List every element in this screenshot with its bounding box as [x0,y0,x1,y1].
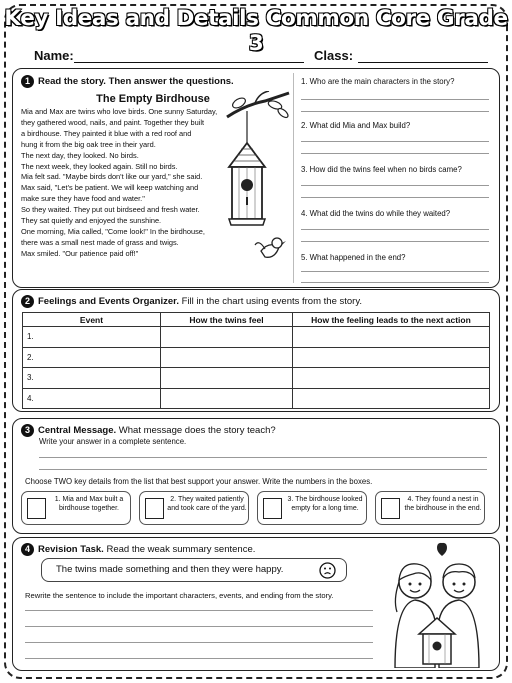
story-line: Mia and Max are twins who love birds. One sunny Saturday, [21,107,218,116]
feelings-events-table [22,312,490,409]
table-cell[interactable] [293,347,490,368]
story-line: They sat quietly and enjoyed the sunshine. [21,216,162,226]
heart-icon [437,543,447,556]
sad-face-icon [319,562,336,579]
answer-line[interactable] [301,241,489,242]
section4-heading-rest: Read the weak summary sentence. [106,544,256,556]
table-row [23,327,490,348]
answer-line[interactable] [25,658,373,659]
key-detail-card [21,491,131,525]
story-line: make sure they have food and water." [21,194,145,204]
table-cell[interactable] [161,388,293,409]
story-line: Mia felt sad. "Maybe birds don't like our yard," she said. [21,172,203,182]
answer-line[interactable] [301,185,489,186]
answer-line[interactable] [301,99,489,100]
table-cell[interactable] [161,347,293,368]
title-banner [0,6,512,56]
answer-box[interactable] [27,498,46,519]
section-number: 3 [21,424,34,437]
section1-heading-text: Read the story. Then answer the questions. [38,76,234,88]
answer-line[interactable] [301,197,489,198]
table-cell[interactable]: 4. [23,388,161,409]
column-header: How the feeling leads to the next action [293,313,490,327]
question: 1. Who are the main characters in the story? [301,77,455,86]
section-number: 1 [21,75,34,88]
story-line: The next week, they looked again. Still no birds. [21,161,178,171]
story-line: hung it from the big oak tree in their yard. [21,139,156,149]
section-divider [293,73,294,283]
table-cell[interactable] [293,388,490,409]
table-cell[interactable] [161,327,293,348]
twins-illustration [379,540,495,668]
table-row [23,347,490,368]
reading-section [12,68,500,288]
choose-instructions: Choose TWO key details from the list that best support your answer. Write the numbers in the boxes. [25,477,373,486]
section3-heading-rest: What message does the story teach? [118,425,276,437]
table-cell[interactable]: 1. [23,327,161,348]
question: 5. What happened in the end? [301,253,406,262]
key-detail-card [257,491,367,525]
key-detail-text: 2. They waited patiently and took care of the yard. [167,496,247,512]
answer-box[interactable] [263,498,282,519]
question: 2. What did Mia and Max build? [301,121,411,130]
answer-line[interactable] [301,111,489,112]
section1-heading [21,75,234,88]
table-row [23,388,490,409]
central-message-section [12,418,500,534]
key-detail-text: 1. Mia and Max built a birdhouse together. [54,496,124,512]
section-number: 2 [21,295,34,308]
section2-heading [21,295,362,308]
table-cell[interactable] [293,327,490,348]
table-cell[interactable]: 2. [23,347,161,368]
name-field[interactable] [74,62,304,63]
class-field[interactable] [358,62,488,63]
story-title: The Empty Birdhouse [96,93,210,105]
key-detail-text: 4. They found a nest in the birdhouse in the end. [404,496,482,512]
section-number: 4 [21,543,34,556]
answer-line[interactable] [39,457,487,458]
key-detail-text: 3. The birdhouse looked empty for a long time. [287,496,363,512]
story-line: they gathered wood, nails, and paint. Together they built [21,117,205,127]
section2-heading-bold: Feelings and Events Organizer. [38,296,179,308]
table-row [23,368,490,389]
column-header: How the twins feel [161,313,293,327]
table-cell[interactable] [161,368,293,389]
page-title: Key Ideas and Details Common Core Grade 3 [4,6,508,56]
answer-line[interactable] [25,626,373,627]
section3-heading [21,424,276,437]
section3-heading-bold: Central Message. [38,425,117,437]
class-label: Class: [314,48,354,63]
section3-subheading: Write your answer in a complete sentence. [39,437,187,446]
question: 4. What did the twins do while they waited? [301,209,451,218]
name-label: Name: [34,48,74,63]
story-line: So they waited. They put out birdseed and fresh water. [21,205,200,215]
answer-line[interactable] [301,141,489,142]
weak-sentence: The twins made something and then they were happy. [56,564,284,575]
revision-section [12,537,500,671]
answer-line[interactable] [301,229,489,230]
table-cell[interactable]: 3. [23,368,161,389]
story-line: Max smiled. "Our patience paid off!" [21,248,139,258]
story-line: Max said, "Let's be patient. We will keep watching and [21,183,199,193]
answer-box[interactable] [145,498,164,519]
section4-heading [21,543,255,556]
story-line: a birdhouse. They painted it blue with a red roof and [21,128,192,138]
organizer-section [12,289,500,412]
story-line: One morning, Mia called, "Come look!" In the birdhouse, [21,226,205,236]
birdhouse-illustration [225,91,291,281]
story-line: there was a small nest made of grass and twigs. [21,237,179,247]
section4-heading-bold: Revision Task. [38,544,104,556]
story-line: The next day, they looked. No birds. [21,150,139,160]
table-cell[interactable] [293,368,490,389]
answer-box[interactable] [381,498,400,519]
answer-line[interactable] [25,610,373,611]
question: 3. How did the twins feel when no birds came? [301,165,462,174]
weak-sentence-box [41,558,347,582]
answer-line[interactable] [301,271,489,272]
answer-line[interactable] [25,642,373,643]
key-detail-card [139,491,249,525]
answer-line[interactable] [301,282,489,283]
rewrite-instructions: Rewrite the sentence to include the important characters, events, and ending from the story. [25,591,334,600]
answer-line[interactable] [301,153,489,154]
section2-heading-rest: Fill in the chart using events from the story. [181,296,363,308]
column-header: Event [23,313,161,327]
key-detail-card [375,491,485,525]
answer-line[interactable] [39,469,487,470]
